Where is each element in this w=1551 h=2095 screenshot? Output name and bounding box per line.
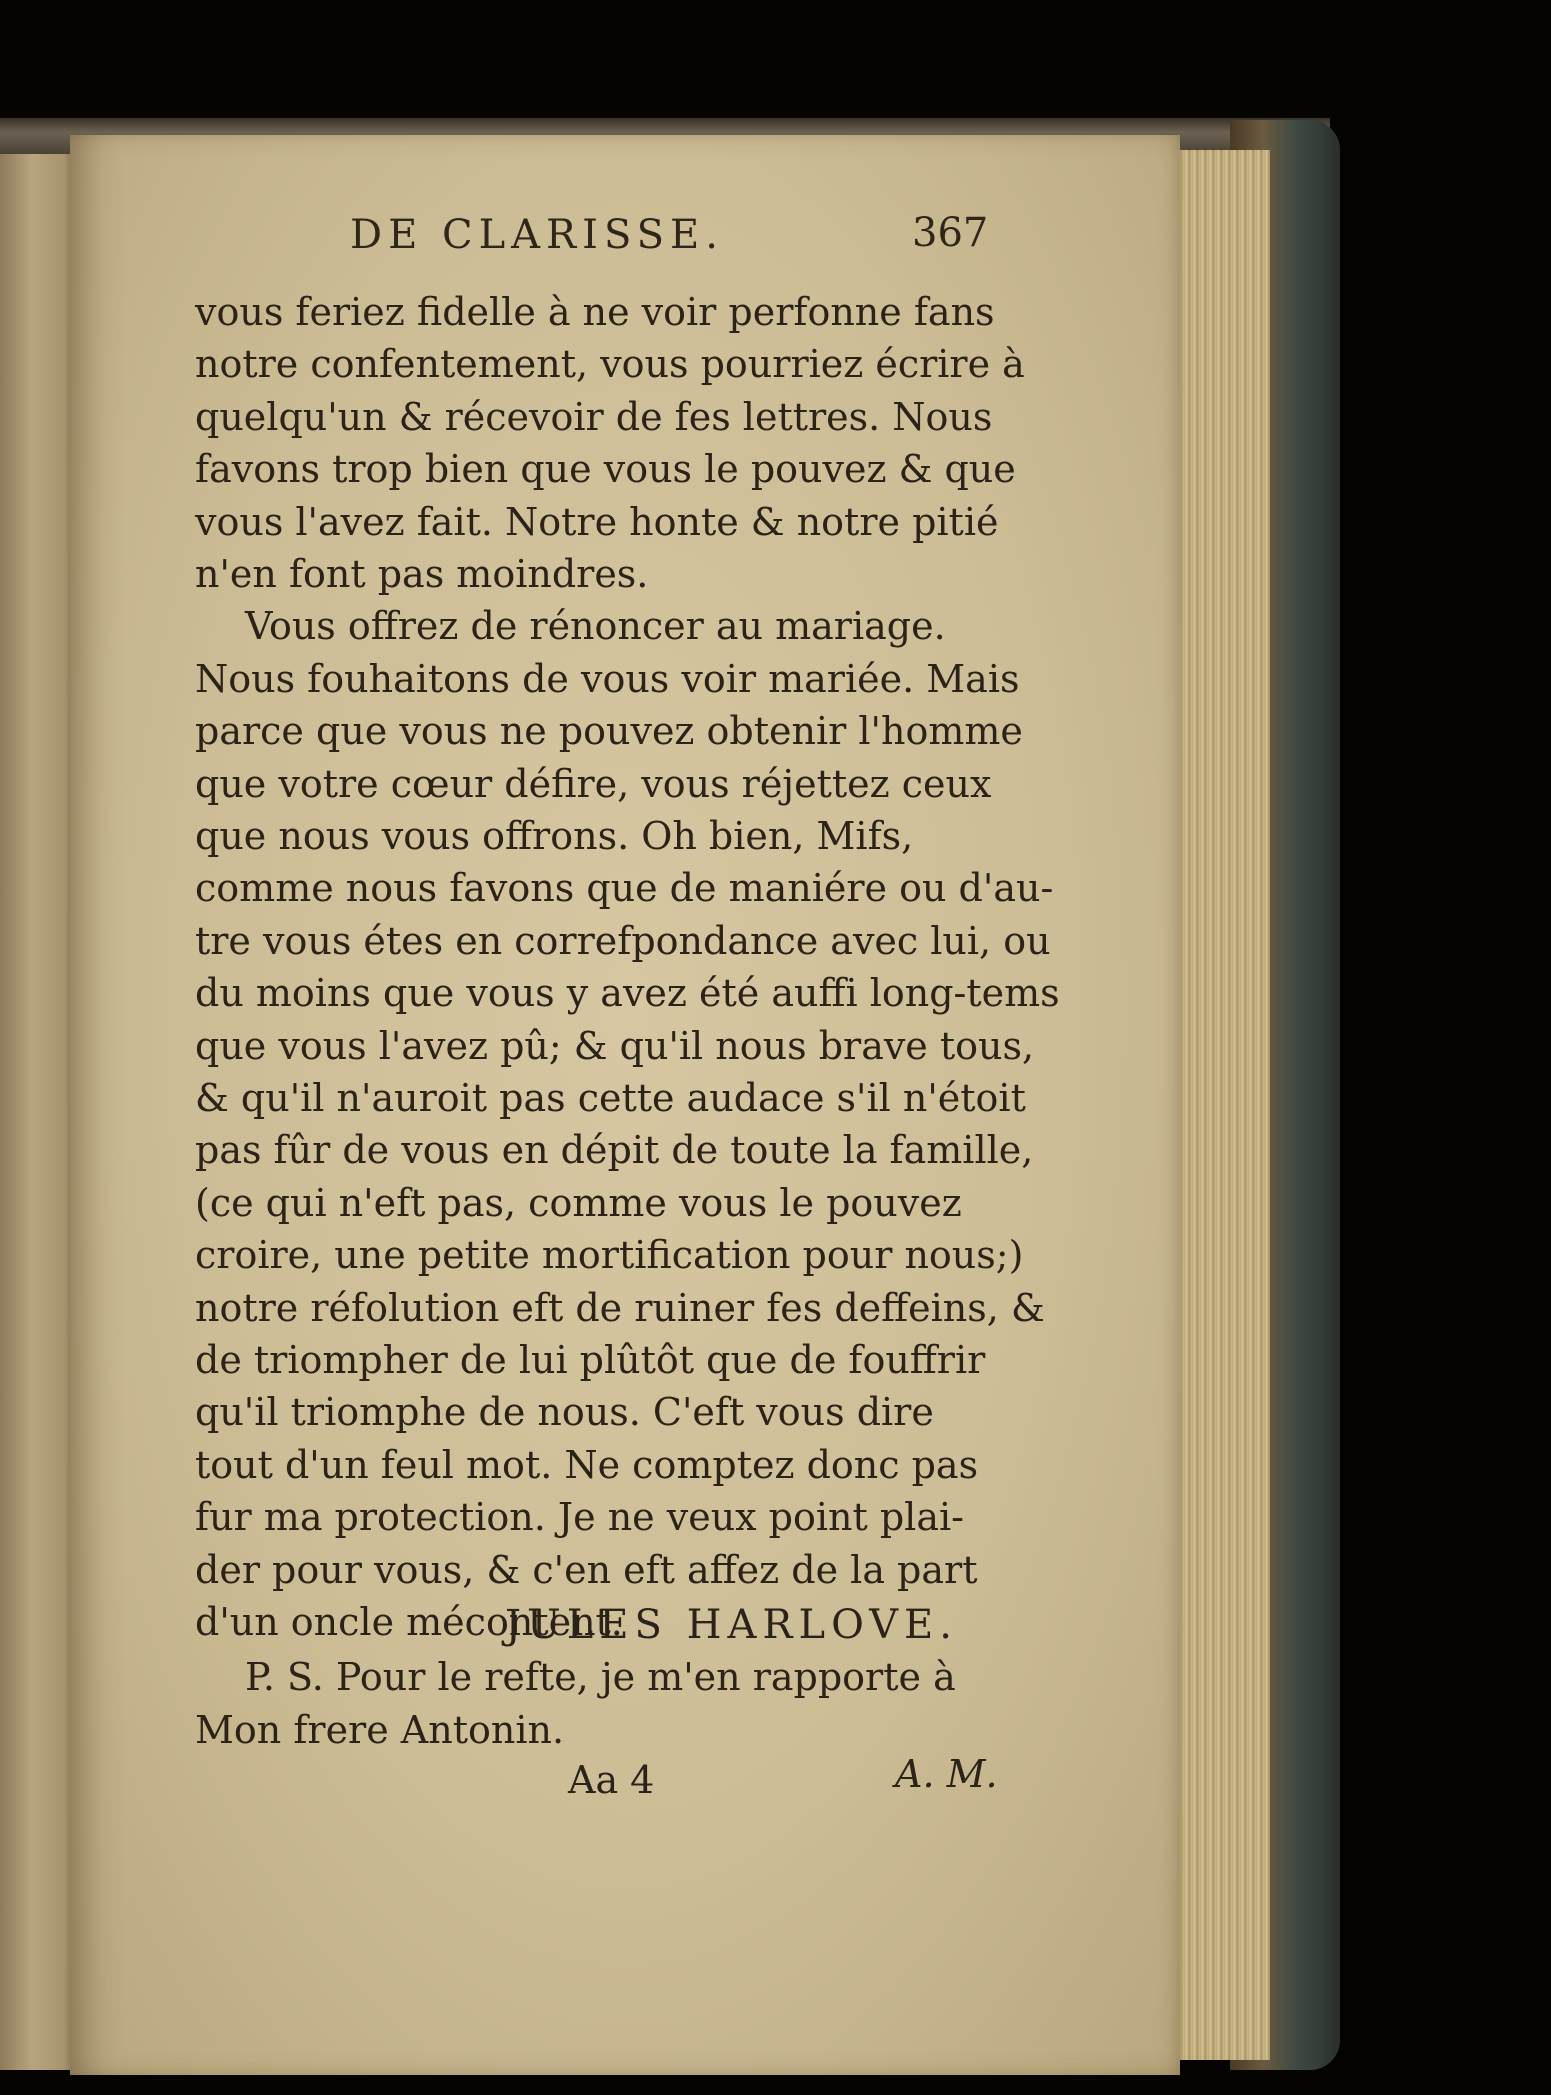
body-line: notre réfolution eft de ruiner fes deffeins, &: [195, 1285, 1045, 1330]
body-line: der pour vous, & c'en eft affez de la part: [195, 1547, 978, 1592]
body-line: Nous fouhaitons de vous voir mariée. Mais: [195, 656, 1020, 701]
body-line: parce que vous ne pouvez obtenir l'homme: [195, 709, 1023, 754]
page-number: 367: [912, 210, 989, 256]
body-line: vous l'avez fait. Notre honte & notre pitié: [195, 499, 999, 544]
body-line: du moins que vous y avez été auffi long-tems: [195, 971, 1060, 1016]
body-line: (ce qui n'eft pas, comme vous le pouvez: [195, 1180, 962, 1225]
body-line: d'un oncle mécontent.: [195, 1600, 623, 1644]
gathering-signature-mark: Aa 4: [568, 1758, 655, 1802]
catchword: A. M.: [895, 1752, 998, 1796]
body-line: n'en font pas moindres.: [195, 552, 649, 596]
body-line: de triompher de lui plûtôt que de fouffrir: [195, 1338, 986, 1382]
body-line: tre vous étes en correfpondance avec lui, ou: [195, 918, 1051, 963]
postscript-line-2: Mon frere Antonin.: [195, 1708, 565, 1752]
body-line: que votre cœur défire, vous réjettez ceux: [195, 761, 992, 806]
letter-signature: JULES HARLOVE.: [505, 1602, 958, 1648]
body-line: qu'il triomphe de nous. C'eft vous dire: [195, 1390, 934, 1435]
body-line: Vous offrez de rénoncer au mariage.: [245, 604, 946, 649]
body-line: tout d'un feul mot. Ne comptez donc pas: [195, 1442, 979, 1487]
facing-page-edge: [0, 140, 80, 2070]
body-line: vous feriez fidelle à ne voir perfonne fans: [195, 290, 995, 334]
body-line: que nous vous offrons. Oh bien, Mifs,: [195, 814, 914, 858]
postscript-line-1: P. S. Pour le refte, je m'en rapporte à: [245, 1655, 956, 1699]
body-line: pas fûr de vous en dépit de toute la famille,: [195, 1128, 1034, 1173]
body-line: fur ma protection. Je ne veux point plai-: [195, 1495, 964, 1540]
body-line: comme nous favons que de maniére ou d'au-: [195, 866, 1054, 911]
running-head: DE CLARISSE.: [350, 212, 724, 258]
body-line: que vous l'avez pû; & qu'il nous brave tous,: [195, 1023, 1035, 1068]
body-line: croire, une petite mortification pour nous;): [195, 1233, 1024, 1278]
body-line: & qu'il n'auroit pas cette audace s'il n'étoit: [195, 1076, 1026, 1120]
body-line: quelqu'un & récevoir de fes lettres. Nous: [195, 394, 993, 439]
body-line: notre confentement, vous pourriez écrire à: [195, 342, 1025, 387]
body-line: favons trop bien que vous le pouvez & que: [195, 447, 1016, 492]
